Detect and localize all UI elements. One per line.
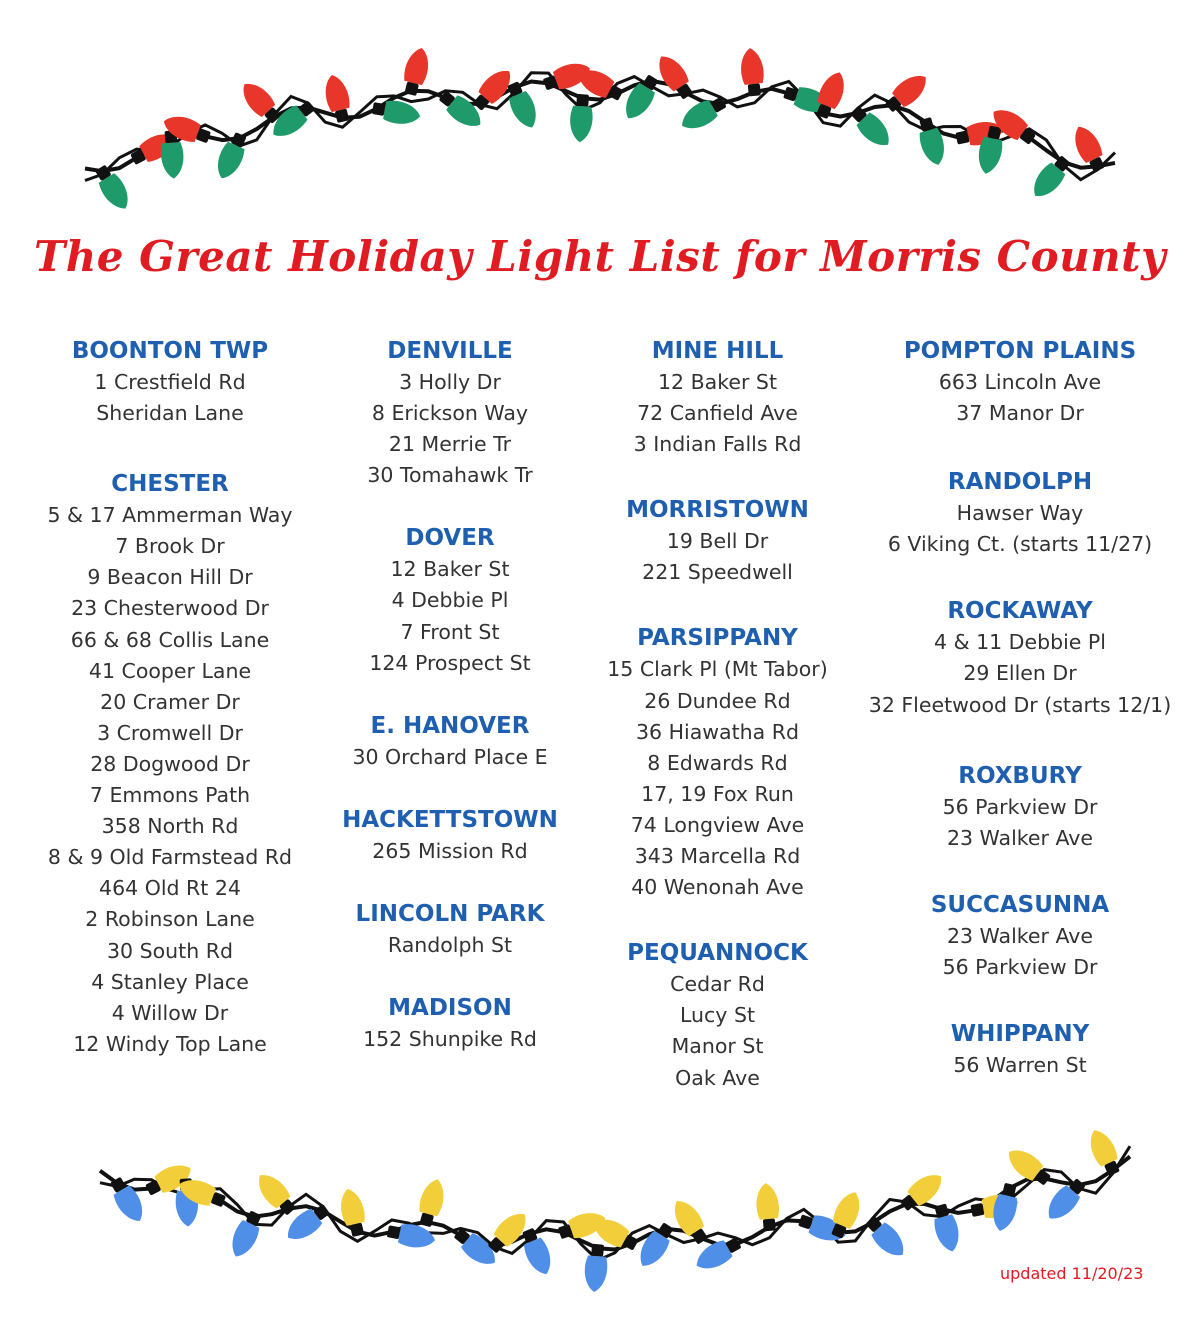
town-heading: CHESTER [111, 471, 229, 498]
town-column [590, 336, 845, 1094]
address-item: 17, 19 Fox Run [641, 781, 794, 806]
light-bulb-icon [414, 1176, 448, 1228]
town-heading: PEQUANNOCK [627, 940, 808, 967]
address-item: 4 Willow Dr [111, 1000, 229, 1025]
address-item: 9 Beacon Hill Dr [87, 565, 253, 590]
address-item: 8 & 9 Old Farmstead Rd [47, 845, 293, 870]
address-item: 12 Baker St [658, 370, 777, 394]
light-bulb-icon [1084, 1126, 1125, 1179]
address-item: 29 Ellen Dr [963, 661, 1077, 686]
town-heading: MINE HILL [651, 338, 784, 364]
address-item: 40 Wenonah Ave [631, 875, 804, 900]
address-item: 56 Parkview Dr [942, 954, 1098, 979]
town-section [855, 596, 1185, 720]
address-item: 4 Debbie Pl [391, 588, 509, 613]
address-item: 4 & 11 Debbie Pl [934, 630, 1106, 655]
address-item: 464 Old Rt 24 [99, 876, 241, 901]
town-heading: ROXBURY [958, 762, 1082, 789]
updated-date: updated 11/20/23 [1000, 1264, 1144, 1283]
town-heading: ROCKAWAY [947, 598, 1093, 625]
town-section [855, 467, 1185, 560]
address-item: 663 Lincoln Ave [938, 370, 1102, 394]
address-item: 3 Holly Dr [399, 370, 501, 394]
address-item: 72 Canfield Ave [637, 401, 798, 426]
address-item: 74 Longview Ave [630, 812, 805, 837]
town-section [855, 761, 1185, 854]
address-item: 23 Walker Ave [946, 923, 1094, 948]
light-bulb-icon [1027, 152, 1075, 203]
address-item: 36 Hiawatha Rd [636, 719, 799, 744]
address-item: 15 Clark Pl (Mt Tabor) [607, 657, 828, 682]
town-section [30, 469, 310, 1060]
town-heading: LINCOLN PARK [355, 900, 545, 927]
address-item: 3 Cromwell Dr [97, 720, 243, 745]
town-section [590, 938, 845, 1093]
town-section [590, 495, 845, 588]
address-item: 26 Dundee Rd [644, 688, 791, 713]
address-item: 5 & 17 Ammerman Way [47, 503, 293, 528]
address-item: Oak Ave [675, 1065, 760, 1090]
town-column [30, 336, 310, 1060]
town-heading: DOVER [405, 525, 495, 552]
town-heading: HACKETTSTOWN [342, 806, 558, 833]
address-item: 1 Crestfield Rd [94, 370, 246, 394]
town-section [320, 336, 580, 491]
address-item: 56 Warren St [953, 1053, 1087, 1078]
address-item: 12 Baker St [390, 557, 510, 582]
town-heading: MORRISTOWN [626, 497, 809, 524]
light-bulb-icon [236, 77, 285, 128]
town-section [855, 890, 1185, 983]
address-item: 4 Stanley Place [91, 969, 249, 994]
address-item: Cedar Rd [670, 972, 765, 997]
address-item: 32 Fleetwood Dr (starts 12/1) [868, 692, 1172, 717]
address-item: 7 Brook Dr [115, 534, 225, 559]
address-item: 30 South Rd [107, 938, 233, 963]
town-section [320, 805, 580, 867]
town-section [30, 336, 310, 429]
address-item: 3 Indian Falls Rd [633, 432, 802, 457]
address-item: 152 Shunpike Rd [363, 1027, 537, 1052]
address-item: 124 Prospect St [369, 650, 531, 675]
address-item: 21 Merrie Tr [388, 432, 512, 457]
address-item: 30 Tomahawk Tr [367, 463, 533, 488]
town-column [320, 336, 580, 1055]
light-bulb-icon [914, 116, 949, 168]
address-item: 8 Erickson Way [371, 401, 529, 426]
town-section [320, 993, 580, 1055]
address-item: 37 Manor Dr [956, 401, 1084, 426]
town-heading: DENVILLE [387, 338, 513, 364]
town-heading: RANDOLPH [947, 469, 1093, 496]
address-item: 2 Robinson Lane [85, 907, 255, 932]
town-heading: SUCCASUNNA [930, 891, 1110, 918]
address-item: 265 Mission Rd [372, 838, 528, 863]
town-section [590, 623, 845, 903]
address-item: 12 Windy Top Lane [73, 1031, 267, 1056]
town-section [320, 711, 580, 773]
address-item: 41 Cooper Lane [88, 658, 252, 683]
address-item: 358 North Rd [101, 814, 239, 839]
address-item: 7 Front St [400, 619, 500, 644]
holiday-lights-garland-icon [0, 30, 1200, 230]
town-section [855, 1019, 1185, 1081]
page-title: The Great Holiday Light List for Morris County [33, 232, 1166, 281]
town-section [320, 523, 580, 678]
town-heading: MADISON [388, 995, 512, 1022]
address-item: 23 Walker Ave [946, 825, 1094, 850]
address-item: Manor St [671, 1034, 764, 1059]
address-item: 6 Viking Ct. (starts 11/27) [887, 532, 1153, 557]
address-item: 23 Chesterwood Dr [71, 596, 269, 621]
town-heading: POMPTON PLAINS [903, 338, 1137, 364]
address-item: 28 Dogwood Dr [90, 751, 250, 776]
address-item: 7 Emmons Path [89, 783, 251, 808]
light-bulb-icon [502, 79, 542, 132]
address-item: 221 Speedwell [642, 560, 793, 585]
address-item: 19 Bell Dr [666, 529, 769, 554]
town-heading: E. HANOVER [370, 712, 530, 739]
address-item: 66 & 68 Collis Lane [70, 627, 270, 652]
town-heading: PARSIPPANY [637, 625, 798, 652]
address-item: Sheridan Lane [96, 401, 244, 426]
address-item: Lucy St [679, 1003, 756, 1028]
town-heading: WHIPPANY [950, 1021, 1090, 1048]
address-item: Hawser Way [956, 501, 1084, 526]
address-item: 8 Edwards Rd [647, 750, 788, 775]
town-section [320, 899, 580, 961]
town-heading: BOONTON TWP [71, 338, 269, 364]
address-item: 343 Marcella Rd [634, 844, 801, 869]
town-section [855, 336, 1185, 429]
address-item: Randolph St [387, 932, 513, 957]
address-item: 56 Parkview Dr [942, 794, 1098, 819]
address-item: 30 Orchard Place E [352, 744, 548, 769]
address-item: 20 Cramer Dr [100, 689, 240, 714]
light-bulb-icon [929, 1202, 963, 1254]
town-column [855, 336, 1185, 1081]
town-section [590, 336, 845, 460]
light-bulb-icon [862, 1212, 911, 1262]
